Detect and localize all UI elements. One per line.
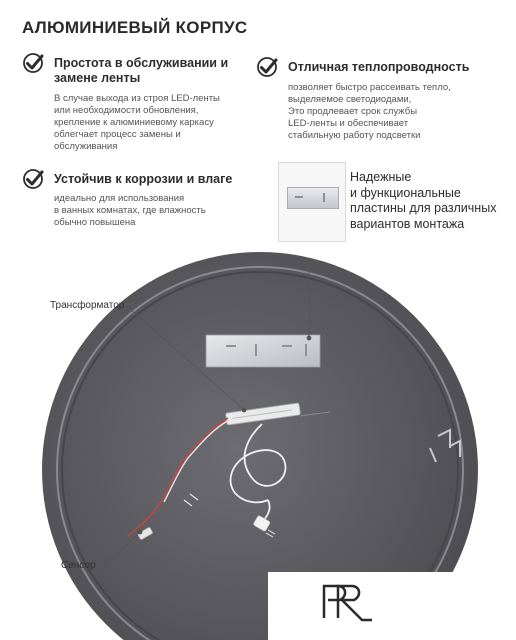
feature-desc-line: Это продлевает срок службы: [288, 106, 418, 117]
feature-desc-line: облегчает процесс замены и: [54, 129, 181, 140]
feature-title-line: Простота в обслуживании и: [54, 56, 229, 70]
feature-desc-line: стабильную работу подсветки: [288, 130, 421, 141]
sensor-label: Сенсор: [61, 560, 96, 571]
feature-desc-line: В случае выхода из строя LED-ленты: [54, 93, 220, 104]
feature-title-line: Устойчив к коррозии и влаге: [54, 172, 233, 186]
plate-closeup: [278, 162, 346, 242]
brand-logo: [318, 580, 378, 624]
check-icon: [256, 56, 278, 78]
plate-slot: [323, 193, 325, 202]
caption-line: пластины для различных: [350, 201, 497, 215]
caption-line: Надежные: [350, 170, 412, 184]
feature-desc-line: идеально для использования: [54, 193, 185, 204]
caption-line: вариантов монтажа: [350, 216, 465, 231]
feature-title-line: замене ленты: [54, 71, 141, 85]
feature-desc-line: или необходимости обновления,: [54, 105, 199, 116]
mounting-plate: [206, 335, 320, 367]
feature-desc-line: выделяемое светодиодами,: [288, 94, 412, 105]
feature-desc-maintenance: [54, 93, 220, 153]
logo-mark: [318, 580, 378, 624]
plate-closeup-plate: [287, 187, 339, 209]
transformer-label: Трансформатор: [50, 300, 125, 311]
feature-desc-line: LED-ленты и обеспечивает: [288, 118, 409, 129]
page-title: АЛЮМИНИЕВЫЙ КОРПУС: [22, 18, 248, 37]
feature-desc-line: обслуживания: [54, 141, 118, 152]
feature-title-line: Отличная теплопроводность: [288, 60, 470, 74]
feature-desc-line: крепление к алюминиевому каркасу: [54, 117, 214, 128]
plate-slot: [295, 196, 303, 198]
feature-title-thermal: [288, 60, 469, 75]
caption-line: и функциональные: [350, 185, 461, 200]
feature-desc-line: обычно повышена: [54, 217, 136, 228]
mounting-plates-caption: [350, 170, 496, 232]
feature-desc-thermal: [288, 82, 451, 142]
feature-desc-line: позволяет быстро рассеивать тепло,: [288, 82, 451, 93]
feature-desc-line: в ванных комнатах, где влажность: [54, 205, 206, 216]
feature-title-maintenance: [54, 56, 228, 86]
check-icon: [22, 52, 44, 74]
